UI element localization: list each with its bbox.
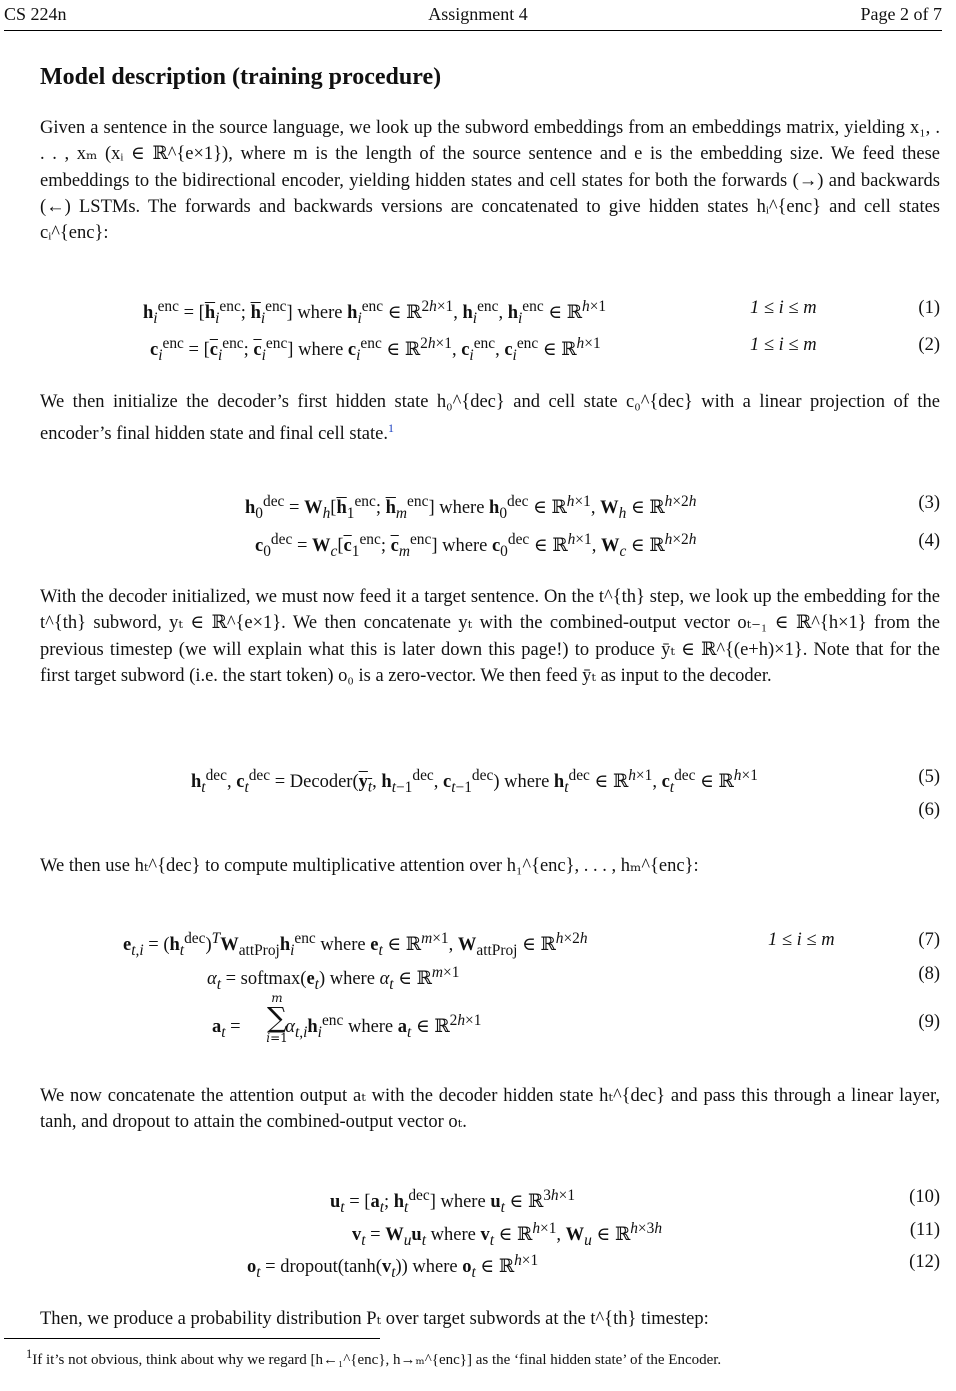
equation-7: $e_{t,i} = (h_t^{dec})^TW_{attProj}h_i^{enc}$ where $e_t$ ∈ ℝ$^{m\times 1}$, $W_{attProj}$ ∈ ℝ$^{h\times 2h}$ 1 ≤ i ≤ m (7)	[123, 930, 940, 959]
paragraph-1: Given a sentence in the source language, we look up the subword embeddings from an embeddings matrix, yielding x₁, . . . , xₘ (xᵢ ∈ ℝ^{e×1}), where m is the length of the source sentence and e is the embedding size. We feed these embeddings to the bidirectional encoder, yielding hidden states and cell states for both the forwards (→) and backwards (←) LSTMs. The forwards and backwards versions are concatenated to give hidden states hᵢ^{enc} and cell states cᵢ^{enc}:	[40, 118, 940, 244]
section-title: Model description (training procedure)	[40, 64, 442, 90]
header-assignment: Assignment 4	[428, 4, 528, 24]
equation-8: $\alpha_t$ = $softmax(e_t)$ where $\alpha_t$ ∈ ℝ$^{m\times 1}$ (8)	[207, 964, 940, 993]
footnote-rule	[4, 1338, 380, 1339]
equation-4: $c_0^{dec} = W_c[\overline{c}_1^{enc}$; $\overline{c}_m^{enc}$] where $c_0^{dec}$ ∈ ℝ$^{h\times 1}$, $W_c$ ∈ ℝ$^{h\times 2h}$ (4)	[255, 531, 940, 560]
eq6-number: (6)	[918, 800, 940, 820]
eq1-condition: 1 ≤ i ≤ m	[750, 298, 817, 318]
eq4-number: (4)	[918, 531, 940, 551]
equation-12: $o_t$ = $dropout(\tanh(v_t))$ where $o_t$ ∈ ℝ$^{h\times 1}$ (12)	[247, 1252, 940, 1281]
header-course: CS 224n	[4, 4, 67, 24]
paragraph-2-text: We then initialize the decoder’s first hidden state h₀^{dec} and cell state c₀^{dec} with a linear projection of the encoder’s final hidden state and final cell state.	[40, 392, 940, 445]
paragraph-5: We now concatenate the attention output aₜ with the decoder hidden state hₜ^{dec} and pass this through a linear layer, tanh, and dropout to attain the combined-output vector oₜ.	[40, 1086, 940, 1133]
footnote	[26, 1347, 721, 1369]
equation-11: $v_t = W_uu_t$ where $v_t$ ∈ ℝ$^{h\times 1}$, $W_u$ ∈ ℝ$^{h\times 3h}$ (11)	[352, 1220, 940, 1249]
summation-symbol: m ∑ i=1	[266, 991, 288, 1045]
paragraph-6: Then, we produce a probability distribution Pₜ over target subwords at the t^{th} timestep:	[40, 1309, 709, 1329]
footnote-ref[interactable]: 1	[387, 421, 394, 436]
paragraph-3: With the decoder initialized, we must now feed it a target sentence. On the t^{th} step, we look up the embedding for the t^{th} subword, yₜ ∈ ℝ^{e×1}. We then concatenate yₜ with the combined-output vector oₜ₋₁ ∈ ℝ^{h×1} from the previous timestep (we will explain what this is later down this page!) to produce ȳₜ ∈ ℝ^{(e+h)×1}. Note that for the first target subword (i.e. the start token) o₀ is a zero-vector. We then feed ȳₜ as input to the decoder.	[40, 587, 941, 686]
equation-9: $a_t = \alpha_{t,i}h_i^{enc}$ where $a_t$ ∈ ℝ$^{2h\times 1}$ (9)	[212, 1012, 940, 1041]
eq12-number: (12)	[909, 1252, 940, 1272]
footnote-marker: 1	[26, 1347, 33, 1361]
equation-1: $h_i^{enc} = [\overline{h}_i^{enc}$; $\overline{h}_i^{enc}$] where $h_i^{enc}$ ∈ ℝ$^{2h\times 1}$, $h_i^{enc}$, $h_i^{enc}$ ∈ ℝ$^{h\times 1}$ 1 ≤ i ≤ m (1)	[143, 298, 940, 327]
eq9-number: (9)	[918, 1012, 940, 1032]
eq5-number: (5)	[918, 767, 940, 787]
eq11-number: (11)	[909, 1220, 940, 1240]
eq7-condition: 1 ≤ i ≤ m	[768, 930, 835, 950]
eq7-number: (7)	[918, 930, 940, 950]
equation-6	[0, 800, 956, 828]
eq8-number: (8)	[918, 964, 940, 984]
eq3-number: (3)	[918, 493, 940, 513]
eq2-condition: 1 ≤ i ≤ m	[750, 335, 817, 355]
eq2-number: (2)	[918, 335, 940, 355]
equation-5: $h_t^{dec}$, $c_t^{dec}$ = $Decoder(y_t$, $h_{t-1}^{dec}$, $c_{t-1}^{dec}$) where $h_t^{dec}$ ∈ ℝ$^{h\times 1}$, $c_t^{dec}$ ∈ ℝ$^{h\times 1}$ (5)	[191, 767, 940, 796]
equation-10: $u_t = [a_t$; $h_t^{dec}$] where $u_t$ ∈ ℝ$^{3h\times 1}$ (10)	[330, 1187, 940, 1216]
footnote-text: If it’s not obvious, think about why we regard [h←₁^{enc}, h→ₘ^{enc}] as the ‘final hidden state’ of the Encoder.	[32, 1352, 722, 1368]
eq1-number: (1)	[918, 298, 940, 318]
paragraph-2	[40, 389, 940, 448]
eq10-number: (10)	[909, 1187, 940, 1207]
paragraph-4: We then use hₜ^{dec} to compute multiplicative attention over h₁^{enc}, . . . , hₘ^{enc}:	[40, 856, 699, 876]
header-rule	[4, 30, 942, 31]
equation-3: $h_0^{dec} = W_h[\overline{h}_1^{enc}$; $\overline{h}_m^{enc}$] where $h_0^{dec}$ ∈ ℝ$^{h\times 1}$, $W_h$ ∈ ℝ$^{h\times 2h}$ (3)	[245, 493, 940, 522]
header-page: Page 2 of 7	[860, 4, 942, 24]
equation-2: $c_i^{enc} = [\overline{c}_i^{enc}$; $\overline{c}_i^{enc}$] where $c_i^{enc}$ ∈ ℝ$^{2h\times 1}$, $c_i^{enc}$, $c_i^{enc}$ ∈ ℝ$^{h\times 1}$ 1 ≤ i ≤ m (2)	[150, 335, 940, 364]
